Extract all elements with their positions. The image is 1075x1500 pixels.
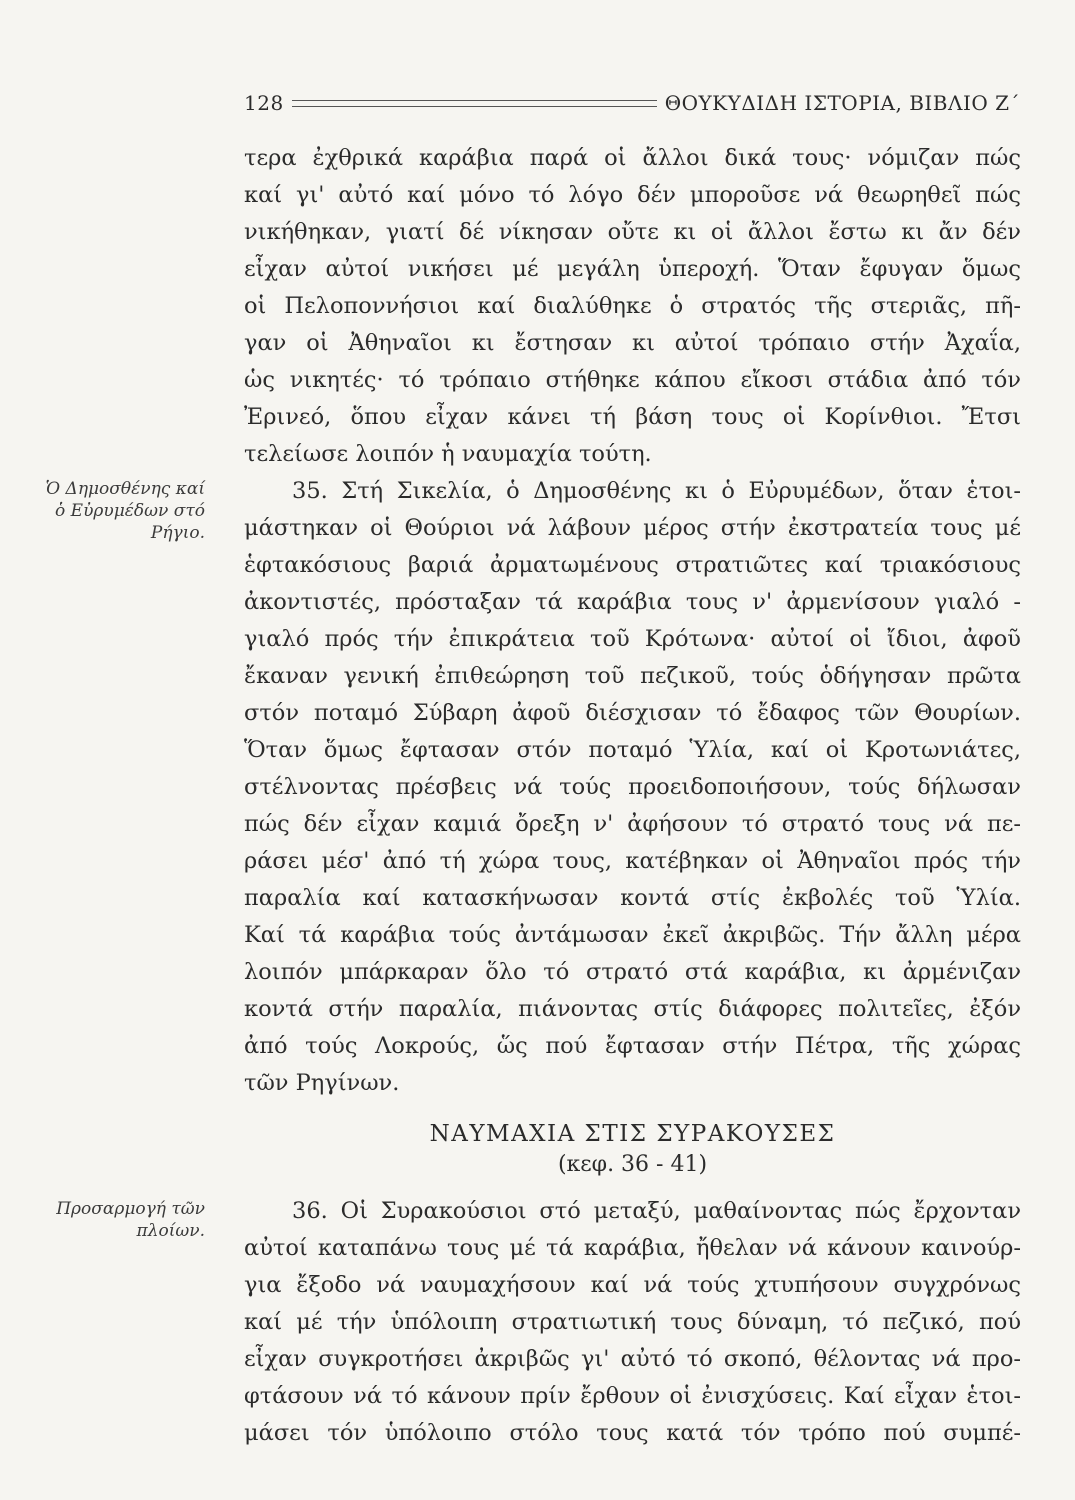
text-line: εἶχαν συγκροτήσει ἀκριβῶς γι' αὐτό τό σκοπό, θέλοντας νά προ- <box>244 1346 1021 1372</box>
chapter-36-first-line: 36. Οἱ Συρακούσιοι στό μεταξύ, μαθαίνοντας πώς ἔρχονταν <box>292 1198 1021 1224</box>
text-line: μάστηκαν οἱ Θούριοι νά λάβουν μέρος στήν ἐκστρατεία τους μέ <box>244 515 1021 541</box>
text-line: τῶν Ρηγίνων. <box>244 1070 400 1096</box>
text-line: Ἐρινεό, ὅπου εἶχαν κάνει τή βάση τους οἱ Κορίνθιοι. Ἔτσι <box>244 404 1021 430</box>
text-line: λοιπόν μπάρκαραν ὅλο τό στρατό στά καράβια, κι ἀρμένιζαν <box>244 959 1021 985</box>
text-line: οἱ Πελοποννήσιοι καί διαλύθηκε ὁ στρατός τῆς στεριᾶς, πῆ- <box>244 293 1021 319</box>
text-line: εἶχαν αὐτοί νικήσει μέ μεγάλη ὑπεροχή. Ὅταν ἔφυγαν ὅμως <box>244 256 1021 282</box>
text-line: Ὅταν ὅμως ἔφτασαν στόν ποταμό Ὑλία, καί οἱ Κροτωνιάτες, <box>244 737 1021 763</box>
text-line: ὡς νικητές· τό τρόπαιο στήθηκε κάπου εἴκοσι στάδια ἀπό τόν <box>244 367 1021 393</box>
running-title: ΘΟΥΚΥΔΙΔΗ ΙΣΤΟΡΙΑ, ΒΙΒΛΙΟ Ζ΄ <box>664 91 1020 115</box>
text-line: μάσει τόν ὑπόλοιπο στόλο τους κατά τόν τρόπο πού συμπέ- <box>244 1420 1021 1446</box>
text-line: γαν οἱ Ἀθηναῖοι κι ἔστησαν κι αὐτοί τρόπαιο στήν Ἀχαΐα, <box>244 330 1021 356</box>
text-line: τελείωσε λοιπόν ἡ ναυμαχία τούτη. <box>244 441 652 467</box>
text-line: πώς δέν εἶχαν καμιά ὄρεξη ν' ἀφήσουν τό στρατό τους νά πε- <box>244 811 1021 837</box>
text-line: φτάσουν νά τό κάνουν πρίν ἔρθουν οἱ ἐνισχύσεις. Καί εἶχαν ἑτοι- <box>244 1383 1021 1409</box>
text-line: ἔκαναν γενική ἐπιθεώρηση τοῦ πεζικοῦ, τούς ὁδήγησαν πρῶτα <box>244 663 1021 689</box>
header-rule <box>292 100 657 107</box>
chapter-35-first-line: 35. Στή Σικελία, ὁ Δημοσθένης κι ὁ Εὐρυμέδων, ὅταν ἑτοι- <box>292 478 1021 504</box>
margin-note-demosthenes: Ὁ Δημοσθένης καί ὁ Εὐρυμέδων στό Ρήγιο. <box>45 479 205 543</box>
text-line: αὐτοί καταπάνω τους μέ τά καράβια, ἤθελαν νά κάνουν καινούρ- <box>244 1235 1021 1261</box>
text-line: παραλία καί κατασκήνωσαν κοντά στίς ἐκβολές τοῦ Ὑλία. <box>244 885 1021 911</box>
text-line: ἀπό τούς Λοκρούς, ὥς πού ἔφτασαν στήν Πέτρα, τῆς χώρας <box>244 1033 1021 1059</box>
section-subtitle: (κεφ. 36 - 41) <box>557 1152 708 1177</box>
text-line: για ἔξοδο νά ναυμαχήσουν καί νά τούς χτυπήσουν συγχρόνως <box>244 1272 1021 1298</box>
text-line: κοντά στήν παραλία, πιάνοντας στίς διάφορες πολιτεῖες, ἐξόν <box>244 996 1021 1022</box>
text-line: νικήθηκαν, γιατί δέ νίκησαν οὔτε κι οἱ ἄλλοι ἔστω κι ἄν δέν <box>244 219 1021 245</box>
margin-note-ships: Προσαρμογή τῶν πλοίων. <box>56 1199 205 1241</box>
text-line: τερα ἐχθρικά καράβια παρά οἱ ἄλλοι δικά τους· νόμιζαν πώς <box>244 145 1021 171</box>
text-line: στέλνοντας πρέσβεις νά τούς προειδοποιήσουν, τούς δήλωσαν <box>244 774 1021 800</box>
text-line: στόν ποταμό Σύβαρη ἀφοῦ διέσχισαν τό ἔδαφος τῶν Θουρίων. <box>244 700 1021 726</box>
page-number: 128 <box>244 91 284 115</box>
text-line: καί μέ τήν ὑπόλοιπη στρατιωτική τους δύναμη, τό πεζικό, πού <box>244 1309 1021 1335</box>
section-title: ΝΑΥΜΑΧΙΑ ΣΤΙΣ ΣΥΡΑΚΟΥΣΕΣ <box>429 1121 836 1147</box>
text-line: καί γι' αὐτό καί μόνο τό λόγο δέν μποροῦσε νά θεωρηθεῖ πώς <box>244 182 1021 208</box>
text-line: ἀκοντιστές, πρόσταξαν τά καράβια τους ν' ἀρμενίσουν γιαλό - <box>244 589 1021 615</box>
running-header <box>244 88 1020 118</box>
text-line: ράσει μέσ' ἀπό τή χώρα τους, κατέβηκαν οἱ Ἀθηναῖοι πρός τήν <box>244 848 1021 874</box>
text-line: Καί τά καράβια τούς ἀντάμωσαν ἐκεῖ ἀκριβῶς. Τήν ἄλλη μέρα <box>244 922 1021 948</box>
text-line: γιαλό πρός τήν ἐπικράτεια τοῦ Κρότωνα· αὐτοί οἱ ἴδιοι, ἀφοῦ <box>244 626 1021 652</box>
text-line: ἑφτακόσιους βαριά ἀρματωμένους στρατιῶτες καί τριακόσιους <box>244 552 1021 578</box>
